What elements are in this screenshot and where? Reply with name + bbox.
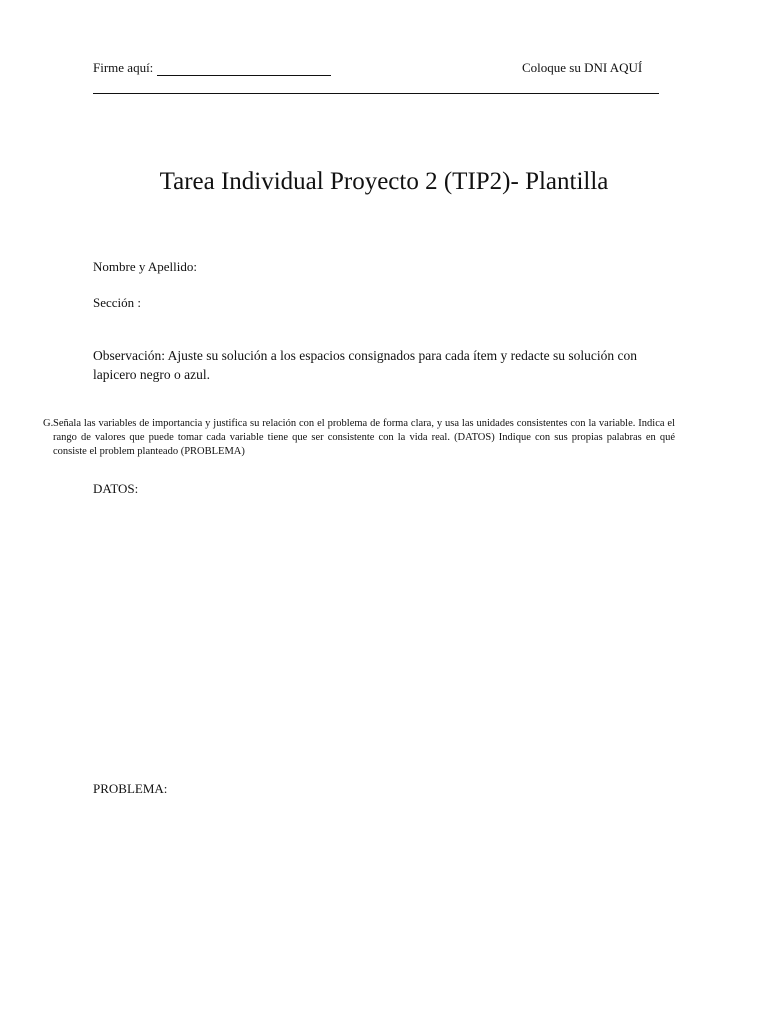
signature-field <box>93 60 331 76</box>
signature-line[interactable] <box>157 61 331 76</box>
signature-label: Firme aquí: <box>93 60 154 75</box>
question-letter: G. <box>43 418 54 429</box>
question-g <box>43 417 675 459</box>
name-field-label: Nombre y Apellido: <box>93 259 197 274</box>
datos-label: DATOS: <box>93 481 139 496</box>
problema-label: PROBLEMA: <box>93 781 168 796</box>
dni-label: Coloque su DNI AQUÍ <box>522 60 643 75</box>
observation-text: Observación: Ajuste su solución a los espacios consignados para cada ítem y redacte su solución con lapicero negro o azul. <box>93 348 637 382</box>
question-text: Señala las variables de importancia y justifica su relación con el problema de forma clara, y usa las unidades consistentes con la variable. Indica el rango de valores que puede tomar cada variable tiene que ser consistente con la vida real. (DATOS) Indique con sus propias palabras en qué consiste el problem planteado (PROBLEMA) <box>53 418 675 457</box>
page-title: Tarea Individual Proyecto 2 (TIP2)- Plantilla <box>159 168 609 195</box>
header-divider <box>93 93 659 94</box>
section-field-label: Sección : <box>93 295 142 310</box>
